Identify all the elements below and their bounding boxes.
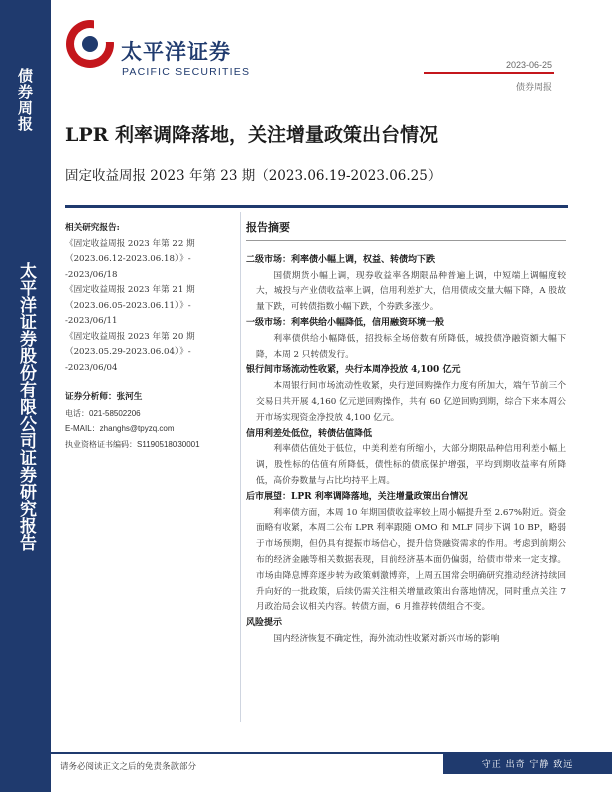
column-divider xyxy=(240,212,241,722)
analyst-phone: 电话：021-58502206 xyxy=(65,408,141,418)
sidebar-doc-type-label: 债券周报 xyxy=(16,68,34,132)
section-heading: 信用利差处低位，转债估值降低 xyxy=(246,428,373,439)
section-body: 利率债方面，本周 10 年期国债收益率较上周小幅提升至 2.67%附近。资金面略有收紧，本周二公布 LPR 利率跟随 OMO 和 MLF 同步下调 10 BP，略弱于市场预期，但仍具有提振市场信心，提升信贷融资需求的作用。考虑到前期公布的经济金融等相关数据表现，目前经济基本面仍偏弱，给债市带来一定支撑。市场由降息博弈逐步转为政策刺激博弈，上周五国常会明确研究推动经济持续回升向好的一批政策，后续仍需关注相关增量政策出台落地情况，同时重点关注 7 月政治局会议相关内容。转债方面，6 月推荐转债组合不变。 xyxy=(256,507,566,613)
report-date: 2023-06-25 xyxy=(505,60,552,70)
pacific-securities-logo-icon xyxy=(64,18,116,70)
section-body: 本周银行间市场流动性收紧，央行逆回购操作力度有所加大，端午节前三个交易日共开展 4,160 亿元逆回购操作，共有 60 亿逆回购到期，综合下来本周公开市场实现资金净投放 4,100 亿元。 xyxy=(256,381,566,423)
section-heading: 后市展望：LPR 利率调降落地，关注增量政策出台情况 xyxy=(246,491,468,502)
sidebar-info-column xyxy=(65,221,235,452)
page-subtitle: 固定收益周报 2023 年第 23 期（2023.06.19-2023.06.25） xyxy=(65,168,442,184)
related-report-link[interactable]: 《固定收益周报 2023 年第 21 期（2023.06.05-2023.06.11）》--2023/06/11 xyxy=(65,285,195,326)
section-body: 国债期货小幅上调，现券收益率各期限品种普遍上调，中短端上调幅度较大，城投与产业债收益率上调，信用利差扩大，信用债成交量大幅下降，A 股故量下跌，可转债指数小幅下跌，个券跌多涨少。 xyxy=(256,270,566,313)
sidebar xyxy=(0,0,51,792)
risk-heading: 风险提示 xyxy=(246,618,283,629)
analyst-license: 执业资格证书编码：S1190518030001 xyxy=(65,439,200,449)
analyst-name: 证券分析师：张河生 xyxy=(65,392,143,402)
risk-body: 国内经济恢复不确定性，海外流动性收紧对新兴市场的影响 xyxy=(273,633,500,644)
analyst-email[interactable]: E-MAIL：zhanghs@tpyzq.com xyxy=(65,424,175,433)
related-report-link[interactable]: 《固定收益周报 2023 年第 20 期（2023.05.29-2023.06.04）》--2023/06/04 xyxy=(65,331,195,373)
abstract-column xyxy=(246,220,566,648)
section-heading: 二级市场：利率债小幅上调，权益、转债均下跌 xyxy=(246,254,436,265)
title-divider xyxy=(65,205,568,208)
brand-name-cn: 太平洋证券 xyxy=(121,40,231,64)
related-report-link[interactable]: 《固定收益周报 2023 年第 22 期（2023.06.12-2023.06.18）》--2023/06/18 xyxy=(65,238,195,280)
section-heading: 银行间市场流动性收紧，央行本周净投放 4,100 亿元 xyxy=(246,365,461,376)
footer-disclaimer: 请务必阅读正文之后的免责条款部分 xyxy=(60,762,197,772)
footer-divider xyxy=(51,752,443,754)
section-body: 利率债估值处于低位，中美利差有所缩小，大部分期限品种信用利差小幅上调，股性标的估值有所降低，债性标的债底保护增强，平均到期收益率有所降低，高价券数量与占比均持平上周。 xyxy=(256,444,566,486)
header-divider xyxy=(424,72,554,74)
section-body: 利率债供给小幅降低，招投标全场倍数有所降低，城投债净融资额大幅下降，本周 2 只转债发行。 xyxy=(256,333,566,360)
related-reports-heading: 相关研究报告: xyxy=(65,223,120,233)
page-title: LPR 利率调降落地，关注增量政策出台情况 xyxy=(65,124,439,146)
brand-name-en: PACIFIC SECURITIES xyxy=(122,66,251,78)
abstract-title: 报告摘要 xyxy=(246,220,566,241)
section-heading: 一级市场：利率供给小幅降低，信用融资环境一般 xyxy=(246,317,445,328)
sidebar-company-label: 太平洋证券股份有限公司证券研究报告 xyxy=(16,262,36,551)
footer-motto: 守正 出奇 宁静 致远 xyxy=(443,752,612,774)
header-doc-type: 债券周报 xyxy=(515,83,552,93)
